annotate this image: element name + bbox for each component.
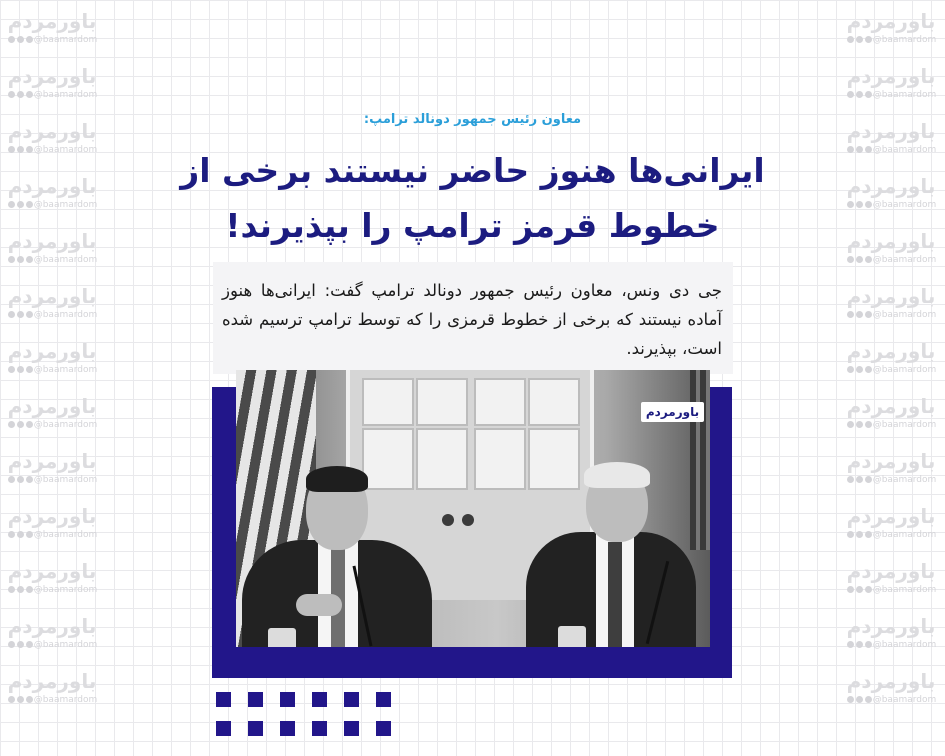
- social-icons: [7, 255, 34, 265]
- watermark-item: [843, 558, 939, 613]
- watermark-handle-text: @baamardom: [872, 35, 937, 45]
- watermark-handle-text: @baamardom: [872, 640, 937, 650]
- headline: [150, 143, 795, 253]
- watermark-handle-text: @baamardom: [33, 145, 98, 155]
- watermark-handle-text: @baamardom: [33, 530, 98, 540]
- watermark-logo: باورمردم: [846, 229, 936, 253]
- watermark-logo: باورمردم: [846, 614, 936, 638]
- social-icons: [846, 585, 873, 595]
- social-icons: [7, 640, 34, 650]
- decorative-dots: [216, 692, 396, 742]
- social-icons: [846, 530, 873, 540]
- watermark-handle: [4, 419, 100, 431]
- watermark-item: [843, 63, 939, 118]
- social-icons: [7, 145, 34, 155]
- watermark-item: [843, 228, 939, 283]
- watermark-logo: باورمردم: [7, 174, 97, 198]
- watermark-handle: [4, 254, 100, 266]
- watermark-handle: [4, 144, 100, 156]
- subtitle: معاون رئیس جمهور دونالد ترامپ:: [363, 112, 582, 127]
- watermark-handle: [843, 89, 939, 101]
- watermark-handle: [843, 529, 939, 541]
- watermark-item: [4, 338, 100, 393]
- watermark-item: [4, 283, 100, 338]
- watermark-logo: باورمردم: [846, 449, 936, 473]
- watermark-handle-text: @baamardom: [872, 585, 937, 595]
- watermark-item: [4, 558, 100, 613]
- watermark-handle-text: @baamardom: [872, 310, 937, 320]
- social-icons: [7, 420, 34, 430]
- lead-paragraph: جی دی ونس، معاون رئیس جمهور دونالد ترامپ گفت: ایرانی‌ها هنوز آماده نیستند که برخی از خطوط قرمزی را که توسط ترامپ ترسیم شده است، بپذیرند.: [222, 281, 722, 358]
- decorative-dot: [280, 721, 295, 736]
- watermark-handle-text: @baamardom: [33, 475, 98, 485]
- watermark-handle-text: @baamardom: [872, 365, 937, 375]
- watermark-handle-text: @baamardom: [872, 475, 937, 485]
- decorative-dot: [248, 721, 263, 736]
- social-icons: [7, 35, 34, 45]
- watermark-handle-text: @baamardom: [33, 640, 98, 650]
- decorative-dot: [344, 692, 359, 707]
- watermark-handle-text: @baamardom: [872, 145, 937, 155]
- decorative-dot: [376, 692, 391, 707]
- watermark-logo: باورمردم: [846, 119, 936, 143]
- watermark-handle: [4, 529, 100, 541]
- social-icons: [846, 200, 873, 210]
- watermark-item: [843, 393, 939, 448]
- watermark-item: [843, 283, 939, 338]
- watermark-handle: [843, 474, 939, 486]
- watermark-handle-text: @baamardom: [33, 200, 98, 210]
- watermark-logo: باورمردم: [7, 449, 97, 473]
- watermark-handle-text: @baamardom: [33, 420, 98, 430]
- watermark-handle-text: @baamardom: [33, 695, 98, 705]
- watermark-handle-text: @baamardom: [33, 90, 98, 100]
- watermark-logo: باورمردم: [7, 229, 97, 253]
- watermark-handle: [4, 639, 100, 651]
- watermark-item: [4, 8, 100, 63]
- decorative-dot: [312, 692, 327, 707]
- watermark-logo: باورمردم: [7, 614, 97, 638]
- watermark-item: [843, 8, 939, 63]
- watermark-handle: [843, 364, 939, 376]
- social-icons: [7, 200, 34, 210]
- headline-line-1: ایرانی‌ها هنوز حاضر نیستند برخی از: [180, 151, 765, 190]
- watermark-handle: [843, 34, 939, 46]
- watermark-handle-text: @baamardom: [33, 255, 98, 265]
- watermark-item: [4, 228, 100, 283]
- watermark-logo: باورمردم: [7, 284, 97, 308]
- watermark-handle-text: @baamardom: [872, 695, 937, 705]
- watermark-item: [4, 393, 100, 448]
- watermark-item: [843, 173, 939, 228]
- decorative-dot: [376, 721, 391, 736]
- decorative-dot: [280, 692, 295, 707]
- social-icons: [846, 90, 873, 100]
- watermark-item: [843, 448, 939, 503]
- watermark-handle: [4, 364, 100, 376]
- watermark-logo: باورمردم: [846, 559, 936, 583]
- social-icons: [846, 310, 873, 320]
- watermark-handle-text: @baamardom: [33, 365, 98, 375]
- watermark-logo: باورمردم: [7, 9, 97, 33]
- watermark-logo: باورمردم: [7, 559, 97, 583]
- watermark-item: [843, 503, 939, 558]
- watermark-item: [843, 668, 939, 723]
- decorative-dot: [344, 721, 359, 736]
- watermark-handle-text: @baamardom: [33, 35, 98, 45]
- social-icons: [7, 310, 34, 320]
- watermark-item: [4, 503, 100, 558]
- watermark-handle: [843, 639, 939, 651]
- social-icons: [7, 365, 34, 375]
- watermark-handle: [843, 584, 939, 596]
- headline-line-2: خطوط قرمز ترامپ را بپذیرند!: [225, 206, 720, 245]
- watermark-handle: [843, 694, 939, 706]
- social-icons: [846, 475, 873, 485]
- watermark-handle: [4, 309, 100, 321]
- watermark-handle-text: @baamardom: [872, 530, 937, 540]
- decorative-dot: [312, 721, 327, 736]
- watermark-logo: باورمردم: [846, 669, 936, 693]
- social-icons: [846, 640, 873, 650]
- social-icons: [846, 145, 873, 155]
- watermark-item: [843, 338, 939, 393]
- watermark-item: [4, 173, 100, 228]
- social-icons: [7, 530, 34, 540]
- social-icons: [846, 35, 873, 45]
- watermark-logo: باورمردم: [846, 339, 936, 363]
- news-photo: [236, 370, 710, 647]
- watermark-handle: [4, 474, 100, 486]
- watermark-item: [4, 613, 100, 668]
- photo-logo: باورمردم: [641, 402, 704, 422]
- social-icons: [846, 255, 873, 265]
- watermark-handle: [843, 419, 939, 431]
- watermark-item: [4, 668, 100, 723]
- watermark-logo: باورمردم: [846, 394, 936, 418]
- social-icons: [7, 90, 34, 100]
- watermark-handle-text: @baamardom: [872, 200, 937, 210]
- decorative-dot: [216, 692, 231, 707]
- watermark-handle: [4, 584, 100, 596]
- watermark-handle-text: @baamardom: [872, 90, 937, 100]
- watermark-handle-text: @baamardom: [872, 420, 937, 430]
- watermark-logo: باورمردم: [7, 64, 97, 88]
- social-icons: [846, 420, 873, 430]
- watermark-item: [4, 63, 100, 118]
- watermark-logo: باورمردم: [846, 504, 936, 528]
- watermark-handle: [843, 254, 939, 266]
- watermark-handle: [4, 199, 100, 211]
- watermark-handle: [843, 144, 939, 156]
- watermark-handle: [4, 694, 100, 706]
- social-icons: [846, 695, 873, 705]
- decorative-dot: [216, 721, 231, 736]
- watermark-handle-text: @baamardom: [33, 585, 98, 595]
- watermark-handle: [4, 34, 100, 46]
- watermark-handle: [4, 89, 100, 101]
- watermark-item: [843, 613, 939, 668]
- watermark-item: [4, 448, 100, 503]
- watermark-logo: باورمردم: [846, 174, 936, 198]
- watermark-handle-text: @baamardom: [33, 310, 98, 320]
- watermark-logo: باورمردم: [7, 504, 97, 528]
- watermark-handle: [843, 199, 939, 211]
- social-icons: [846, 365, 873, 375]
- watermark-logo: باورمردم: [7, 339, 97, 363]
- social-icons: [7, 695, 34, 705]
- watermark-logo: باورمردم: [7, 669, 97, 693]
- watermark-handle: [843, 309, 939, 321]
- watermark-logo: باورمردم: [846, 9, 936, 33]
- watermark-logo: باورمردم: [7, 394, 97, 418]
- flag-right: [690, 370, 710, 550]
- social-icons: [7, 475, 34, 485]
- decorative-dot: [248, 692, 263, 707]
- watermark-logo: باورمردم: [846, 64, 936, 88]
- watermark-logo: باورمردم: [846, 284, 936, 308]
- watermark-logo: باورمردم: [7, 119, 97, 143]
- social-icons: [7, 585, 34, 595]
- watermark-handle-text: @baamardom: [872, 255, 937, 265]
